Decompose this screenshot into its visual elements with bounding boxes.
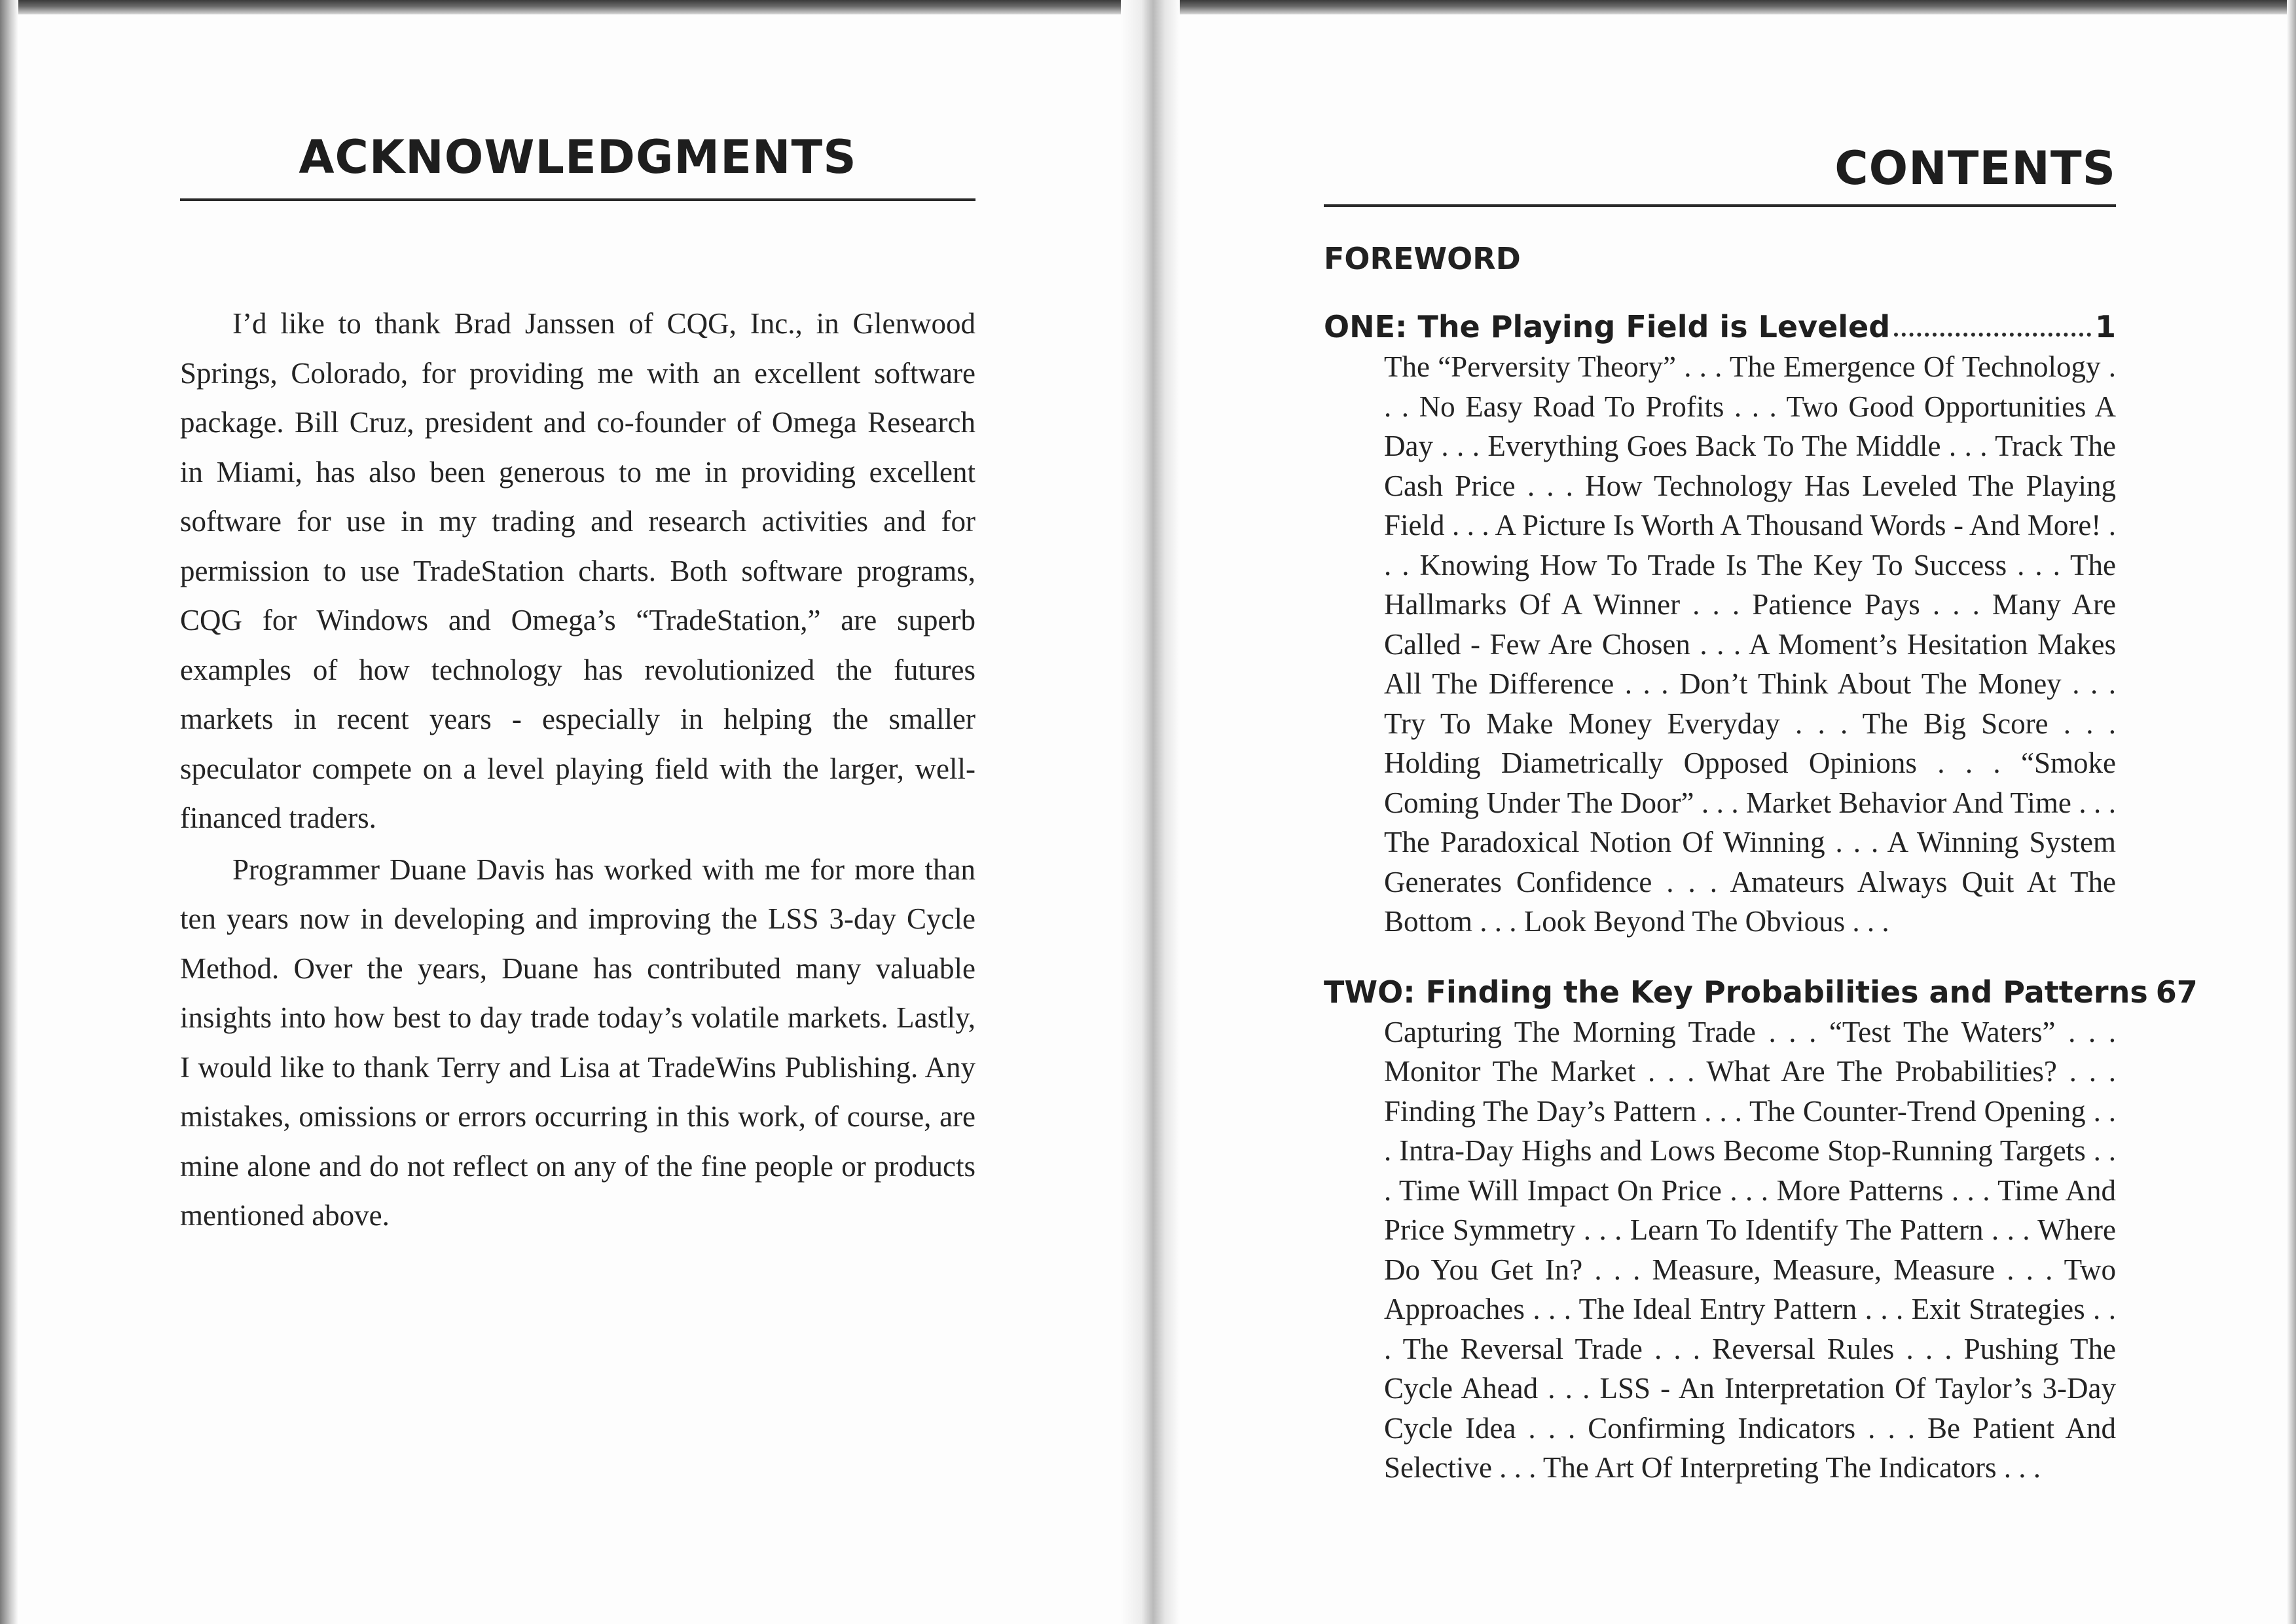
chapter-heading	[1324, 974, 2198, 1010]
book-gutter	[1121, 0, 1180, 1624]
acknowledgments-body	[180, 299, 975, 1241]
chapter-entry	[1324, 974, 2198, 1488]
acknowledgments-title: ACKNOWLEDGMENTS	[180, 134, 975, 201]
acknowledgments-paragraph: I’d like to thank Brad Janssen of CQG, Inc., in Glenwood Springs, Colorado, for providing me with an excellent software package. Bill Cruz, president and co-founder of Omega Research in Miami, has also been generous to me in providing excellent software for use in my trading and research activities and for permission to use TradeStation charts. Both software programs, CQG for Windows and Omega’s “TradeStation,” are superb examples of how technology has revolutionized the futures markets in recent years - especially in helping the smaller speculator compete on a level playing field with the larger, well-financed traders.	[180, 307, 975, 834]
chapter-entry	[1324, 309, 2116, 942]
chapter-title: TWO: Finding the Key Probabilities and Patterns	[1324, 974, 2148, 1010]
chapter-title: ONE: The Playing Field is Leveled	[1324, 309, 1891, 344]
chapter-page-number: 1	[2094, 309, 2116, 344]
foreword-entry: FOREWORD	[1324, 241, 1521, 276]
chapter-description: Capturing The Morning Trade . . . “Test The Waters” . . . Monitor The Market . . . What Are The Probabilities? . . . Finding The Day’s Pattern . . . The Counter-Trend Opening . . . Intra-Day Highs and Lows Become Stop-Running Targets . . . Time Will Impact On Price . . . More Patterns . . . Time And Price Symmetry . . . Learn To Identify The Pattern . . . Where Do You Get In? . . . Measure, Measure, Measure . . . Two Approaches . . . The Ideal Entry Pattern . . . Exit Strategies . . . The Reversal Trade . . . Reversal Rules . . . Pushing The Cycle Ahead . . . LSS - An Interpretation Of Taylor’s 3-Day Cycle Idea . . . Confirming Indicators . . . Be Patient And Selective . . . The Art Of Interpreting The Indicators . . .	[1384, 1015, 2116, 1484]
contents-page	[1324, 141, 2198, 1488]
contents-title: CONTENTS	[1324, 145, 2116, 207]
acknowledgments-paragraph: Programmer Duane Davis has worked with me for more than ten years now in developing and improving the LSS 3-day Cycle Method. Over the years, Duane has contributed many valuable insights into how best to day trade today’s volatile markets. Lastly, I would like to thank Terry and Lisa at TradeWins Publishing. Any mistakes, omissions or errors occurring in this work, of course, are mine alone and do not reflect on any of the fine people or products mentioned above.	[180, 853, 975, 1232]
scan-right-edge	[2287, 0, 2296, 1624]
chapter-description: The “Perversity Theory” . . . The Emergence Of Technology . . . No Easy Road To Profits . . . Two Good Opportunities A Day . . . Everything Goes Back To The Middle . . . Track The Cash Price . . . How Technology Has Leveled The Playing Field . . . A Picture Is Worth A Thousand Words - And More! . . . Knowing How To Trade Is The Key To Success . . . The Hallmarks Of A Winner . . . Patience Pays . . . Many Are Called - Few Are Chosen . . . A Moment’s Hesitation Makes All The Difference . . . Don’t Think About The Money . . . Try To Make Money Everyday . . . The Big Score . . . Holding Diametrically Opposed Opinions . . . “Smoke Coming Under The Door” . . . Market Behavior And Time . . . The Paradoxical Notion Of Winning . . . A Winning System Generates Confidence . . . Amateurs Always Quit At The Bottom . . . Look Beyond The Obvious . . .	[1384, 350, 2116, 938]
acknowledgments-page	[180, 130, 975, 1243]
chapter-heading	[1324, 309, 2116, 344]
chapter-page-number: 67	[2155, 974, 2198, 1010]
scan-left-edge	[0, 0, 18, 1624]
dot-leader	[1894, 333, 2091, 337]
